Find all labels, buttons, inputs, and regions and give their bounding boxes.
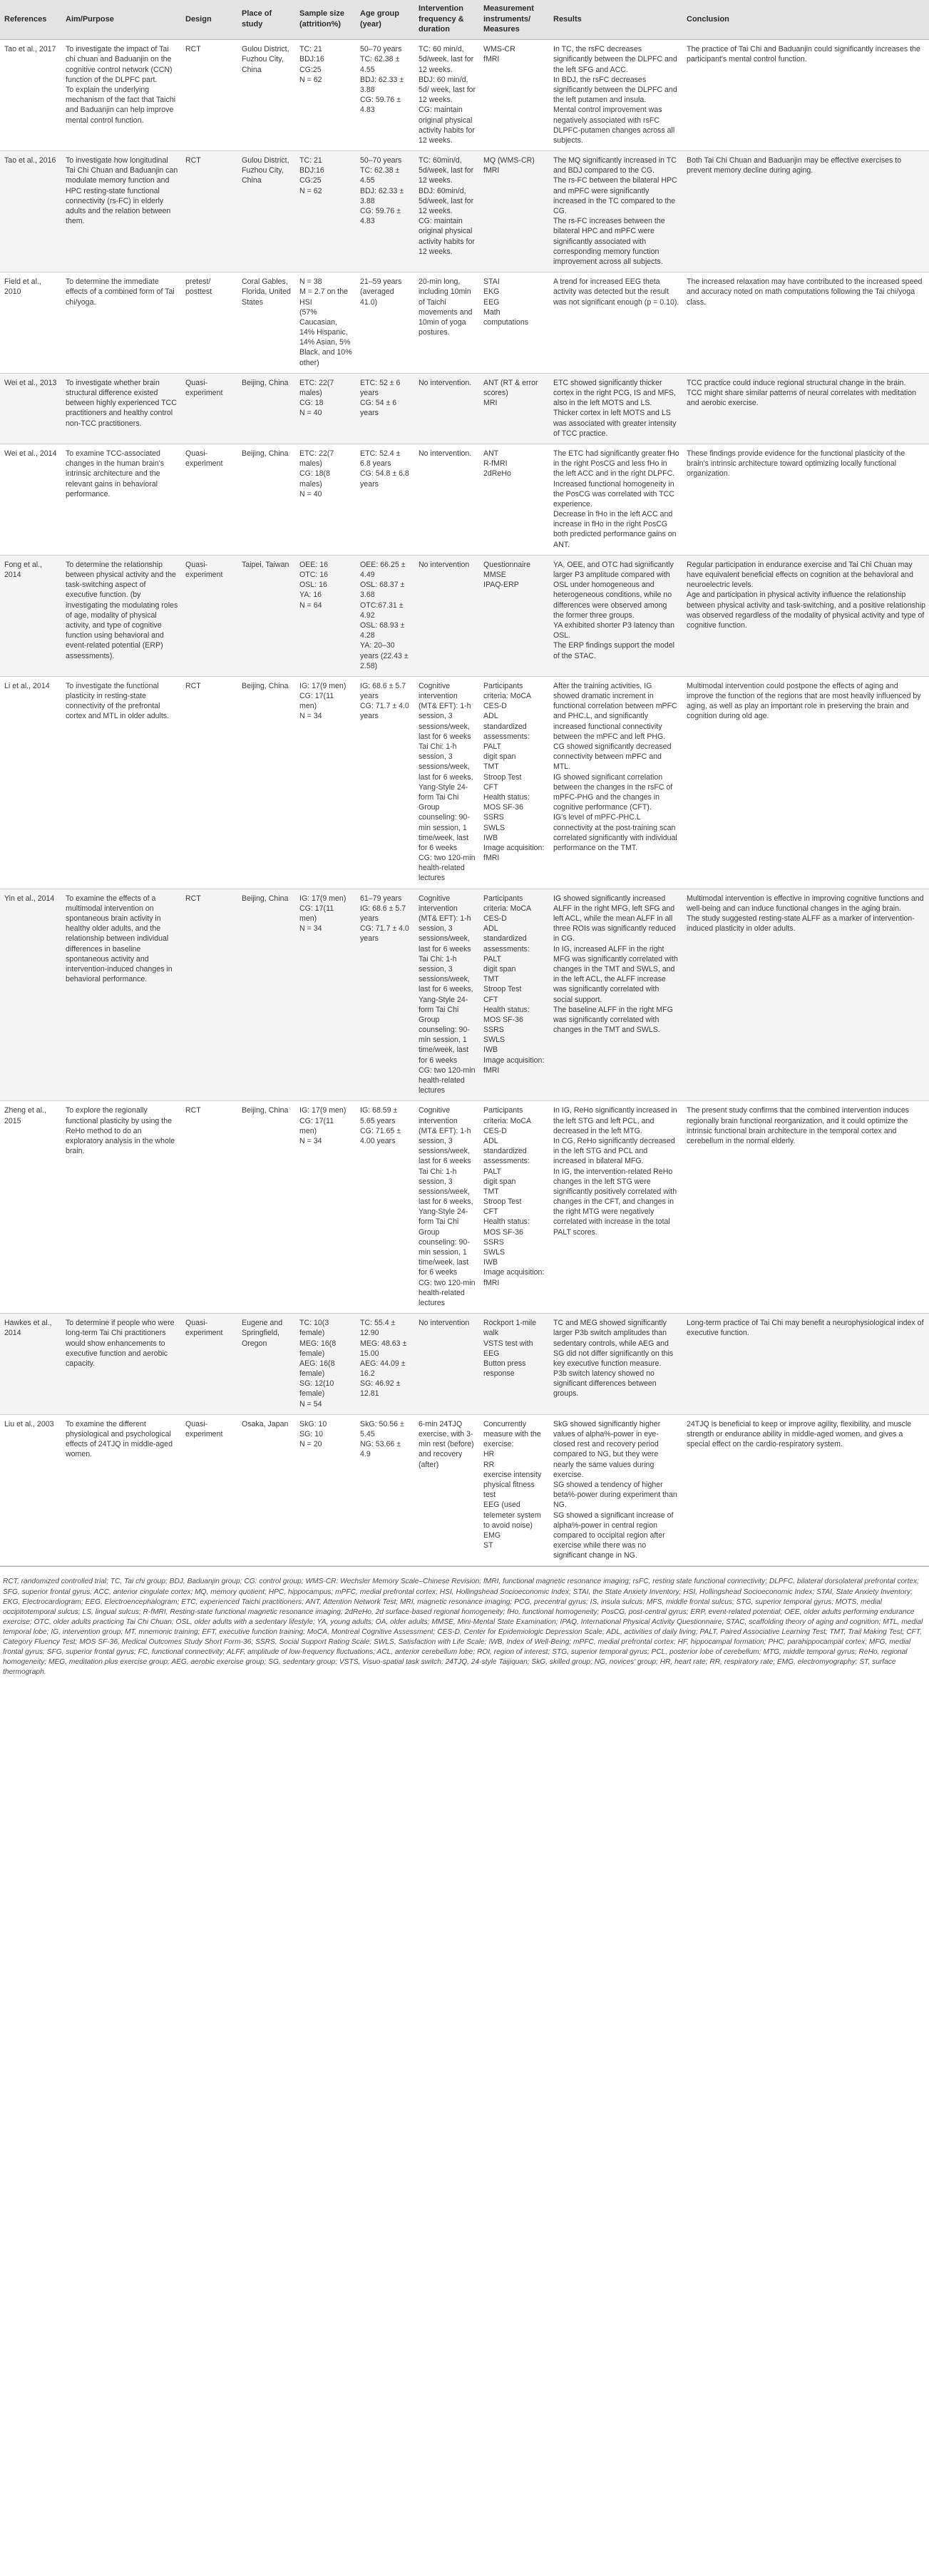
cell-sample: OEE: 16 OTC: 16 OSL: 16 YA: 16 N = 64	[295, 555, 356, 676]
cell-design: Quasi-experiment	[181, 444, 237, 555]
cell-conclusion: The practice of Tai Chi and Baduanjin could significantly increases the participant's mental control function.	[682, 40, 929, 151]
cell-place: Gulou District, Fuzhou City, China	[237, 40, 295, 151]
table-row	[0, 889, 929, 1101]
cell-design: Quasi-experiment	[181, 1414, 237, 1566]
cell-sample: IG: 17(9 men) CG: 17(11 men) N = 34	[295, 889, 356, 1101]
header-measures: Measurement instruments/ Measures	[479, 0, 549, 40]
cell-design: Quasi-experiment	[181, 1314, 237, 1415]
cell-results: ETC showed significantly thicker cortex in the right PCG, IS and MFS, also in the left MOTS and LS. Thicker cortex in left MOTS and LS was associated with greater intensity of TCC practice.	[549, 373, 682, 444]
cell-aim: To examine TCC-associated changes in the human brain's intrinsic architecture and the relevant gains in behavioral performance.	[61, 444, 181, 555]
cell-intervention: Cognitive intervention (MT& EFT): 1-h session, 3 sessions/week, last for 6 weeks Tai Chi: 1-h session, 3 sessions/week, last for 6 weeks, Yang-Style 24-form Tai Chi Group counseling: 90-min session, 1 time/week, last for 6 weeks CG: two 120-min health-related lectures	[414, 676, 479, 889]
cell-place: Beijing, China	[237, 1101, 295, 1314]
cell-age: 50–70 years TC: 62.38 ± 4.55 BDJ: 62.33 ± 3.88 CG: 59.76 ± 4.83	[356, 151, 414, 272]
cell-sample: ETC: 22(7 males) CG: 18 N = 40	[295, 373, 356, 444]
cell-design: RCT	[181, 1101, 237, 1314]
cell-age: TC: 55.4 ± 12.90 MEG: 48.63 ± 15.00 AEG: 44.09 ± 16.2 SG: 46.92 ± 12.81	[356, 1314, 414, 1415]
cell-age: OEE: 66.25 ± 4.49 OSL: 68.37 ± 3.68 OTC:67.31 ± 4.92 OSL: 68.93 ± 4.28 YA: 20–30 years (22.43 ± 2.58)	[356, 555, 414, 676]
cell-age: IG: 68.59 ± 5.65 years CG: 71.65 ± 4.00 years	[356, 1101, 414, 1314]
cell-measures: ANT (RT & error scores) MRI	[479, 373, 549, 444]
cell-results: IG showed significantly increased ALFF in the right MFG, left SFG and left ACL, while the mean ALFF in all three ROIs was significantly reduced in CG. In IG, increased ALFF in the right MFG was significantly correlated with changes in the TMT and SWLS, and in the left ACL, the ALFF increase was significantly correlated with social support. The baseline ALFF in the right MFG was significantly correlated with changes in the TMT and SWLS.	[549, 889, 682, 1101]
cell-intervention: 6-min 24TJQ exercise, with 3-min rest (before) and recovery (after)	[414, 1414, 479, 1566]
cell-conclusion: These findings provide evidence for the functional plasticity of the brain's intrinsic architecture toward optimizing locally functional organization.	[682, 444, 929, 555]
header-place: Place of study	[237, 0, 295, 40]
cell-references: Zheng et al., 2015	[0, 1101, 61, 1314]
cell-aim: To explore the regionally functional plasticity by using the ReHo method to do an exploratory analysis in the whole brain.	[61, 1101, 181, 1314]
cell-references: Tao et al., 2017	[0, 40, 61, 151]
table-row	[0, 676, 929, 889]
cell-aim: To determine the relationship between physical activity and the task-switching aspect of executive function. (by investigating the modulating roles of age, modality of physical activity, and type of cognitive function using behavioral and event-related potential (ERP) assessments).	[61, 555, 181, 676]
cell-aim: To determine if people who were long-term Tai Chi practitioners would show enhancements to executive function and aerobic capacity.	[61, 1314, 181, 1415]
header-aim: Aim/Purpose	[61, 0, 181, 40]
table-body	[0, 40, 929, 1566]
cell-measures: Participants criteria: MoCA CES-D ADL standardized assessments: PALT digit span TMT Stroop Test CFT Health status: MOS SF-36 SSRS SWLS IWB Image acquisition: fMRI	[479, 676, 549, 889]
header-intervention: Intervention frequency & duration	[414, 0, 479, 40]
cell-results: The MQ significantly increased in TC and BDJ compared to the CG. The rs-FC between the bilateral HPC and mPFC were significantly increased in the TC compared to the CG. The rs-FC increases between the bilateral HPC and mPFC were significantly associated with corresponding memory function improvement across all subjects.	[549, 151, 682, 272]
cell-references: Li et al., 2014	[0, 676, 61, 889]
cell-aim: To investigate the functional plasticity in resting-state connectivity of the prefrontal cortex and MTL in older adults.	[61, 676, 181, 889]
cell-conclusion: Multimodal intervention is effective in improving cognitive functions and well-being and can induce functional changes in the aging brain. The study suggested resting-state ALFF as a marker of intervention-induced plasticity in older adults.	[682, 889, 929, 1101]
table-row	[0, 40, 929, 151]
cell-conclusion: TCC practice could induce regional structural change in the brain. TCC might share similar patterns of neural correlates with meditation and aerobic exercise.	[682, 373, 929, 444]
cell-place: Gulou District, Fuzhou City, China	[237, 151, 295, 272]
cell-results: YA, OEE, and OTC had significantly larger P3 amplitude compared with OSL under homogeneous and heterogeneous conditions, while no differences were observed among the former three groups. YA exhibited shorter P3 latency than OSL. The ERP findings support the model of the STAC.	[549, 555, 682, 676]
cell-results: The ETC had significantly greater fHo in the right PosCG and less fHo in the left ACC and in the right DLPFC. Increased functional homogeneity in the PosCG was correlated with TCC experience. Decrease in fHo in the left ACC and increase in fHo in the right PosCG both predicted performance gains on ANT.	[549, 444, 682, 555]
cell-references: Yin et al., 2014	[0, 889, 61, 1101]
cell-aim: To investigate the impact of Tai chi chuan and Baduanjin on the cognitive control network (CCN) function of the DLPFC part. To explain the underlying mechanism of the fact that Taichi and Baduanjin can help improve mental control function.	[61, 40, 181, 151]
cell-aim: To examine the effects of a multimodal intervention on spontaneous brain activity in healthy older adults, and the relationship between individual differences in baseline spontaneous activity and intervention-induced changes in behavioral performance.	[61, 889, 181, 1101]
cell-place: Beijing, China	[237, 373, 295, 444]
cell-age: ETC: 52.4 ± 6.8 years CG: 54.8 ± 6.8 years	[356, 444, 414, 555]
table-row	[0, 444, 929, 555]
cell-conclusion: The present study confirms that the combined intervention induces regionally brain functional reorganization, and it could optimize the intrinsic functional brain architecture in the temporal cortex and cerebellum in the normal elderly.	[682, 1101, 929, 1314]
cell-measures: Rockport 1-mile walk VSTS test with EEG Button press response	[479, 1314, 549, 1415]
cell-results: In TC, the rsFC decreases significantly between the DLPFC and the left SFG and ACC. In BDJ, the rsFC decreases significantly between the DLPFC and the left putamen and insula. Mental control improvement was negatively associated with rsFC DLPFC-putamen changes across all subjects.	[549, 40, 682, 151]
table-row	[0, 1414, 929, 1566]
cell-intervention: Cognitive intervention (MT& EFT): 1-h session, 3 sessions/week, last for 6 weeks Tai Chi: 1-h session, 3 sessions/week, last for 6 weeks, Yang-Style 24-form Tai Chi Group counseling: 90-min session, 1 time/week, last for 6 weeks CG: two 120-min health-related lectures	[414, 1101, 479, 1314]
cell-references: Tao et al., 2016	[0, 151, 61, 272]
cell-results: A trend for increased EEG theta activity was detected but the result was not significant enough (p = 0.10).	[549, 272, 682, 374]
table-row	[0, 373, 929, 444]
cell-design: Quasi-experiment	[181, 555, 237, 676]
cell-conclusion: 24TJQ is beneficial to keep or improve agility, flexibility, and muscle strength or endurance ability in middle-aged women, and gives a special effect on the cardio-respiratory system.	[682, 1414, 929, 1566]
cell-measures: WMS-CR fMRI	[479, 40, 549, 151]
cell-measures: Participants criteria: MoCA CES-D ADL standardized assessments: PALT digit span TMT Stroop Test CFT Health status: MOS SF-36 SSRS SWLS IWB Image acquisition: fMRI	[479, 889, 549, 1101]
cell-intervention: No intervention.	[414, 373, 479, 444]
cell-sample: TC: 21 BDJ:16 CG:25 N = 62	[295, 40, 356, 151]
header-conclusion: Conclusion	[682, 0, 929, 40]
cell-measures: Participants criteria: MoCA CES-D ADL standardized assessments: PALT digit span TMT Stroop Test CFT Health status: MOS SF-36 SSRS SWLS IWB Image acquisition: fMRI	[479, 1101, 549, 1314]
header-results: Results	[549, 0, 682, 40]
table-header	[0, 0, 929, 40]
cell-design: pretest/ posttest	[181, 272, 237, 374]
cell-design: RCT	[181, 40, 237, 151]
cell-place: Taipei, Taiwan	[237, 555, 295, 676]
cell-measures: MQ (WMS-CR) fMRI	[479, 151, 549, 272]
cell-design: RCT	[181, 676, 237, 889]
header-references: References	[0, 0, 61, 40]
cell-age: IG: 68.6 ± 5.7 years CG: 71.7 ± 4.0 years	[356, 676, 414, 889]
cell-intervention: TC: 60min/d, 5d/week, last for 12 weeks. BDJ: 60min/d, 5d/week, last for 12 weeks. CG: maintain original physical activity habits for 12 weeks.	[414, 151, 479, 272]
cell-place: Osaka, Japan	[237, 1414, 295, 1566]
cell-sample: TC: 21 BDJ:16 CG:25 N = 62	[295, 151, 356, 272]
cell-intervention: No intervention	[414, 555, 479, 676]
cell-design: Quasi-experiment	[181, 373, 237, 444]
cell-aim: To determine the immediate effects of a combined form of Tai chi/yoga.	[61, 272, 181, 374]
cell-sample: TC: 10(3 female) MEG: 16(8 female) AEG: 16(8 female) SG: 12(10 female) N = 54	[295, 1314, 356, 1415]
cell-results: After the training activities, IG showed dramatic increment in functional correlation between mPFC and PHC.L, and significantly increased functional connectivity between the mPFC and left PHG. CG showed significantly decreased connectivity between mPFC and MTL. IG showed significant correlation between the changes in the rsFC of mPFC-PHG and the changes in cognitive performance (CFT). IG's level of mPFC-PHC.L connectivity at the post-training scan correlated significantly with individual performance on the TMT.	[549, 676, 682, 889]
cell-design: RCT	[181, 889, 237, 1101]
cell-age: 61–79 years IG: 68.6 ± 5.7 years CG: 71.7 ± 4.0 years	[356, 889, 414, 1101]
cell-age: ETC: 52 ± 6 years CG: 54 ± 6 years	[356, 373, 414, 444]
table-row	[0, 1101, 929, 1314]
cell-measures: Questionnaire MMSE IPAQ-ERP	[479, 555, 549, 676]
cell-sample: SkG: 10 SG: 10 N = 20	[295, 1414, 356, 1566]
cell-place: Eugene and Springfield, Oregon	[237, 1314, 295, 1415]
cell-references: Wei et al., 2013	[0, 373, 61, 444]
cell-intervention: Cognitive intervention (MT& EFT): 1-h session, 3 sessions/week, last for 6 weeks Tai Chi: 1-h session, 3 sessions/week, last for 6 weeks, Yang-Style 24-form Tai Chi Group counseling: 90-min session, 1 time/week, last for 6 weeks CG: two 120-min health-related lectures	[414, 889, 479, 1101]
cell-intervention: 20-min long, including 10min of Taichi movements and 10min of yoga postures.	[414, 272, 479, 374]
header-age: Age group (year)	[356, 0, 414, 40]
cell-measures: STAI EKG EEG Math computations	[479, 272, 549, 374]
cell-results: In IG, ReHo significantly increased in the left STG and left PCL, and decreased in the left MTG. In CG, ReHo significantly decreased in the left STG and PCL and increased in bilateral MFG. In IG, the intervention-related ReHo changes in the left STG were significantly positively correlated with changes in the CFT, and changes in the right MTG were negatively correlated with increase in the total PALT scores.	[549, 1101, 682, 1314]
header-design: Design	[181, 0, 237, 40]
table-row	[0, 555, 929, 676]
cell-intervention: No intervention.	[414, 444, 479, 555]
cell-age: 21–59 years (averaged 41.0)	[356, 272, 414, 374]
cell-measures: Concurrently measure with the exercise: HR RR exercise intensity physical fitness test EEG (used telemeter system to avoid noise) EMG ST	[479, 1414, 549, 1566]
cell-age: SkG: 50.56 ± 5.45 NG: 53.66 ± 4.9	[356, 1414, 414, 1566]
cell-sample: IG: 17(9 men) CG: 17(11 men) N = 34	[295, 676, 356, 889]
cell-aim: To investigate whether brain structural difference existed between highly experienced TCC practitioners and healthy control non-TCC practitioners.	[61, 373, 181, 444]
cell-aim: To investigate how longitudinal Tai Chi Chuan and Baduanjin can modulate memory function and HPC resting-state functional connectivity (rs-FC) in elderly adults and the relation between them.	[61, 151, 181, 272]
cell-conclusion: Multimodal intervention could postpone the effects of aging and improve the function of the regions that are most heavily influenced by aging, as well as play an important role in preserving the brain and cognition during old age.	[682, 676, 929, 889]
cell-conclusion: Long-term practice of Tai Chi may benefit a neurophysiological index of executive function.	[682, 1314, 929, 1415]
table-row	[0, 151, 929, 272]
cell-place: Coral Gables, Florida, United States	[237, 272, 295, 374]
cell-conclusion: Both Tai Chi Chuan and Baduanjin may be effective exercises to prevent memory decline during aging.	[682, 151, 929, 272]
table-row	[0, 272, 929, 374]
cell-sample: ETC: 22(7 males) CG: 18(8 males) N = 40	[295, 444, 356, 555]
cell-results: SkG showed significantly higher values of alpha%-power in eye-closed rest and recovery period compared to NG, but they were nearly the same values during exercise. SG showed a tendency of higher beta%-power during experiment than NG. SG showed a significant increase of alpha%-power in central region compared to occipital region after exercise while there was no significant change in NG.	[549, 1414, 682, 1566]
cell-references: Liu et al., 2003	[0, 1414, 61, 1566]
cell-age: 50–70 years TC: 62.38 ± 4.55 BDJ: 62.33 ± 3.88 CG: 59.76 ± 4.83	[356, 40, 414, 151]
cell-results: TC and MEG showed significantly larger P3b switch amplitudes than sedentary controls, while AEG and SG did not differ significantly on this key executive function measure. P3b switch latency showed no significant differences between groups.	[549, 1314, 682, 1415]
cell-place: Beijing, China	[237, 676, 295, 889]
cell-aim: To examine the different physiological and psychological effects of 24TJQ in middle-aged women.	[61, 1414, 181, 1566]
cell-references: Fong et al., 2014	[0, 555, 61, 676]
cell-conclusion: Regular participation in endurance exercise and Tai Chi Chuan may have equivalent beneficial effects on cognition at the behavioral and neuroelectric levels. Age and participation in physical activity influence the relationship between physical activity and task-switching, and a positive relationship was observed regardless of the modality of physical activity and type of cognitive function.	[682, 555, 929, 676]
cell-measures: ANT R-fMRI 2dReHo	[479, 444, 549, 555]
cell-intervention: TC: 60 min/d, 5d/week, last for 12 weeks. BDJ: 60 min/d, 5d/ week, last for 12 weeks. CG: maintain original physical activity habits for 12 weeks.	[414, 40, 479, 151]
cell-references: Field et al., 2010	[0, 272, 61, 374]
cell-references: Wei et al., 2014	[0, 444, 61, 555]
table-row	[0, 1314, 929, 1415]
cell-intervention: No intervention	[414, 1314, 479, 1415]
cell-design: RCT	[181, 151, 237, 272]
cell-sample: N = 38 M = 2.7 on the HSI (57% Caucasian, 14% Hispanic, 14% Asian, 5% Black, and 10% other)	[295, 272, 356, 374]
cell-place: Beijing, China	[237, 889, 295, 1101]
cell-place: Beijing, China	[237, 444, 295, 555]
cell-sample: IG: 17(9 men) CG: 17(11 men) N = 34	[295, 1101, 356, 1314]
cell-conclusion: The increased relaxation may have contributed to the increased speed and accuracy noted on math computations following the Tai chi/yoga class.	[682, 272, 929, 374]
header-row	[0, 0, 929, 40]
abbreviations-footnote: RCT, randomized controlled trial; TC, Tai chi group; BDJ, Baduanjin group; CG: control group; WMS-CR: Wechsler Memory Scale–Chinese Revision; fMRI, functional magnetic resonance imaging; rsFC, resting state functional connectivity; DLPFC, bilateral dorsolateral prefrontal cortex; SFG, superior frontal gyrus; ACC, anterior cingulate cortex; MQ, memory quotient; HPC, hippocampus; mPFC, medial prefrontal cortex; HSI, Hollingshead Socioeconomic Index; STAI, the State Anxiety Inventory; HSI, Hollingshead Socioeconomic Index; STAI, State Anxiety Inventory; EKG, Electrocardiogram; EEG, Electroencephalogram; ETC, experienced Taichi practitioners; ANT, Attention Network Test; MRI, magnetic resonance imaging; PCG, precentral gyrus; IS, insula sulcus; MFS, middle frontal sulcus; STG, superior temporal gyrus; MOTS, medial occipitotemporal sulcus; LS, lingual sulcus; R-fMRI, Resting-state functional magnetic resonance imaging; 2dReHo, 2d surface-based regional homogeneity; fHo, functional homogeneity; PosCG, post-central gyrus; ERP, event-related potential; OEE, older adults performing endurance exercise; OTC, older adults practicing Tai Chi Chuan; OSL, older adults with a sedentary lifestyle; YA, young adults; OA, older adults; MMSE, Mini-Mental State Examination; IPAQ, International Physical Activity Questionnaire; STAC, scaffolding theory of aging and cognition; MTL, medial temporal lobe; IG, intervention group; MT, mnemonic training; EFT, executive function training; MoCA, Montreal Cognitive Assessment; CES-D, Center for Epidemiologic Depression Scale; ADL, activities of daily living; PALT, Paired Associative Learning Test; TMT, Trail Making Test; CFT, Category Fluency Test; MOS SF-36, Medical Outcomes Study Short Form-36; SSRS, Social Support Rating Scale; SWLS, Satisfaction with Life Scale; IWB, Index of Well-Being; mPFC, medial prefrontal cortex; HF, hippocampal formation; PHC, parahippocampal cortex; MFG, medial frontal gyrus; SFG, superior frontal gyrus; FC, functional connectivity; ALFF, amplitude of low-frequency fluctuations; ACL, anterior cerebellum lobe; ROI, region of interest; STG, superior temporal gyrus; PCL, posterior lobe of cerebellum; MTG, middle temporal gyrus; ReHo, regional homogeneity; MEG, meditation plus exercise group; AEG, aerobic exercise group; SG, sedentary group; VSTS, Visuo-spatial task switch; 24TJQ, 24-style Taijiquan; SkG, skilled group; NG, novices' group; HR, heart rate; RR, respiratory rate; EMG, electromyography; ST, surface thermograph.	[0, 1566, 929, 1685]
cell-references: Hawkes et al., 2014	[0, 1314, 61, 1415]
header-sample: Sample size (attrition%)	[295, 0, 356, 40]
